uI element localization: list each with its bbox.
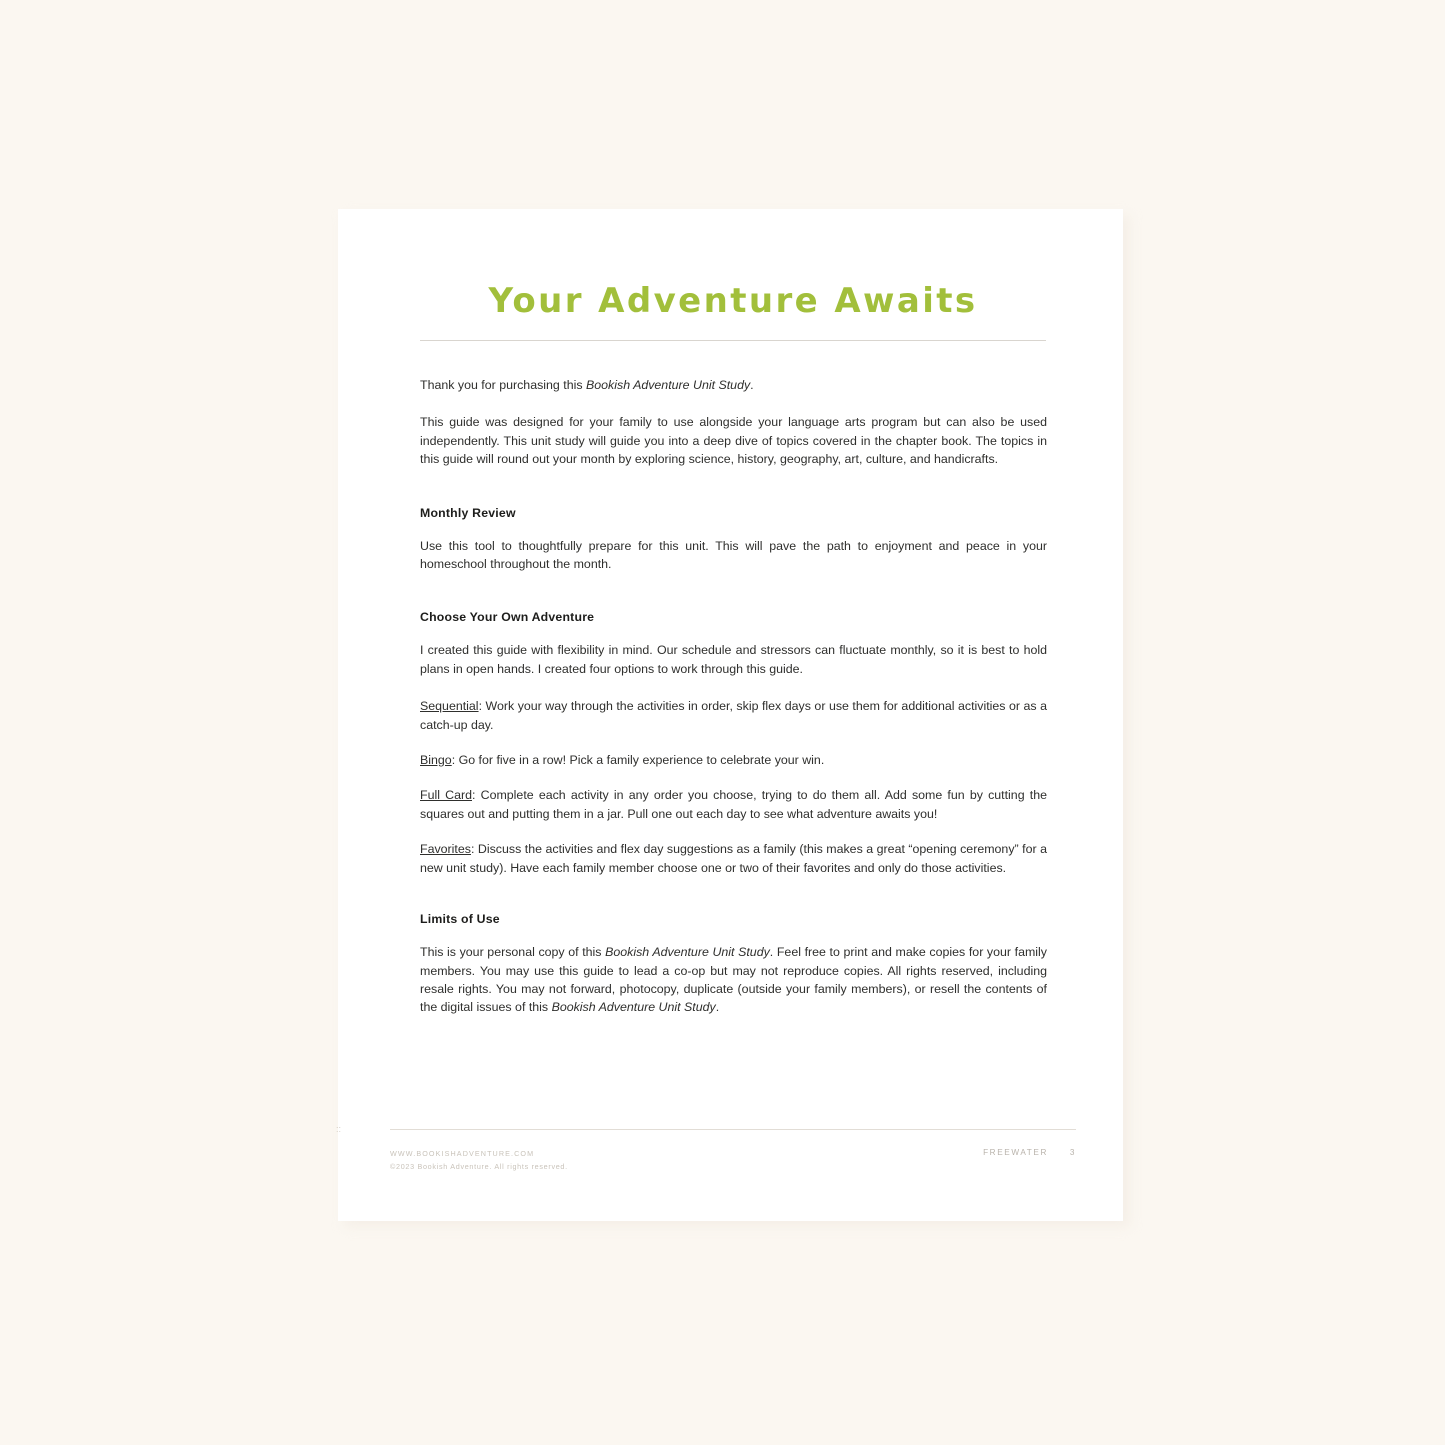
footer-copyright: ©2023 Bookish Adventure. All rights reserved. (390, 1162, 568, 1171)
section-heading-choose-your-own-adventure: Choose Your Own Adventure (420, 610, 595, 625)
section-body-monthly-review: Use this tool to thoughtfully prepare for this unit. This will pave the path to enjoyment and peace in your homeschool throughout the month. (420, 538, 1047, 572)
intro-paragraph (420, 376, 1047, 394)
intro-suffix: . (750, 378, 754, 392)
option-text-favorites: : Discuss the activities and flex day suggestions as a family (this makes a great “opening ceremony” for a new unit study). Have each family member choose one or two of their favorites and only do those activities. (420, 842, 1047, 875)
option-favorites (420, 840, 1047, 877)
option-label-sequential: Sequential (420, 699, 479, 714)
intro-prefix: Thank you for purchasing this (420, 378, 586, 392)
footer-page-number: 3 (1069, 1148, 1076, 1157)
section-spacer (420, 488, 1047, 506)
limits-part2: . Feel free to print and make copies for your family members. You may use this guide to lead a co-op but may not reproduce copies. All rights reserved, including resale rights. You may not forward, photocopy, duplicate (outside your family members), or resell the contents of the digital issues of this (420, 945, 1048, 1015)
title-divider (420, 340, 1046, 341)
section-spacer (420, 894, 1047, 912)
section-heading-limits-of-use: Limits of Use (420, 912, 500, 927)
footer-right-block (983, 1148, 1076, 1157)
option-label-favorites: Favorites (420, 842, 471, 857)
overview-paragraph: This guide was designed for your family to use alongside your language arts program but can also be used independently. This unit study will guide you into a deep dive of topics covered in the chapter book. The topics in this guide will round out your month by exploring science, history, geography, art, culture, and handicrafts. (420, 415, 1047, 467)
limits-italic-title-1: Bookish Adventure Unit Study (605, 945, 770, 960)
footer-website[interactable]: WWW.BOOKISHADVENTURE.COM (390, 1149, 535, 1158)
option-text-bingo: : Go for five in a row! Pick a family experience to celebrate your win. (451, 753, 825, 768)
option-sequential (420, 697, 1047, 734)
page-footer (390, 1147, 1076, 1187)
footer-section-label: FREEWATER (983, 1148, 1048, 1157)
limits-part3: . (715, 1000, 720, 1015)
option-full-card (420, 786, 1047, 823)
document-page (338, 209, 1123, 1221)
limits-part1: This is your personal copy of this (420, 945, 606, 960)
page-content-area (419, 209, 1047, 1221)
section-body-choose-your-own-adventure: I created this guide with flexibility in mind. Our schedule and stressors can fluctuate monthly, so it is best to hold plans in open hands. I created four options to work through this guide. (420, 643, 1047, 676)
section-heading-monthly-review: Monthly Review (420, 505, 516, 520)
footer-left-block (390, 1147, 568, 1173)
option-bingo (420, 751, 1047, 769)
option-text-full-card: : Complete each activity in any order you choose, trying to do them all. Add some fun by cutting the squares out and putting them in a jar. Pull one out each day to see what adventure awaits you! (420, 788, 1047, 821)
page-title: Your Adventure Awaits (488, 281, 978, 321)
section-spacer (420, 592, 1047, 610)
crop-mark-icon: :: (336, 1124, 342, 1134)
intro-italic-title: Bookish Adventure Unit Study (586, 378, 751, 392)
option-text-sequential: : Work your way through the activities in order, skip flex days or use them for additional activities or as a catch-up day. (420, 699, 1047, 732)
document-body (420, 376, 1047, 1036)
limits-italic-title-2: Bookish Adventure Unit Study (551, 1000, 716, 1015)
section-body-limits-of-use (420, 943, 1047, 1017)
footer-divider (390, 1129, 1076, 1130)
option-label-bingo: Bingo (420, 753, 452, 768)
option-label-full-card: Full Card (420, 788, 472, 803)
